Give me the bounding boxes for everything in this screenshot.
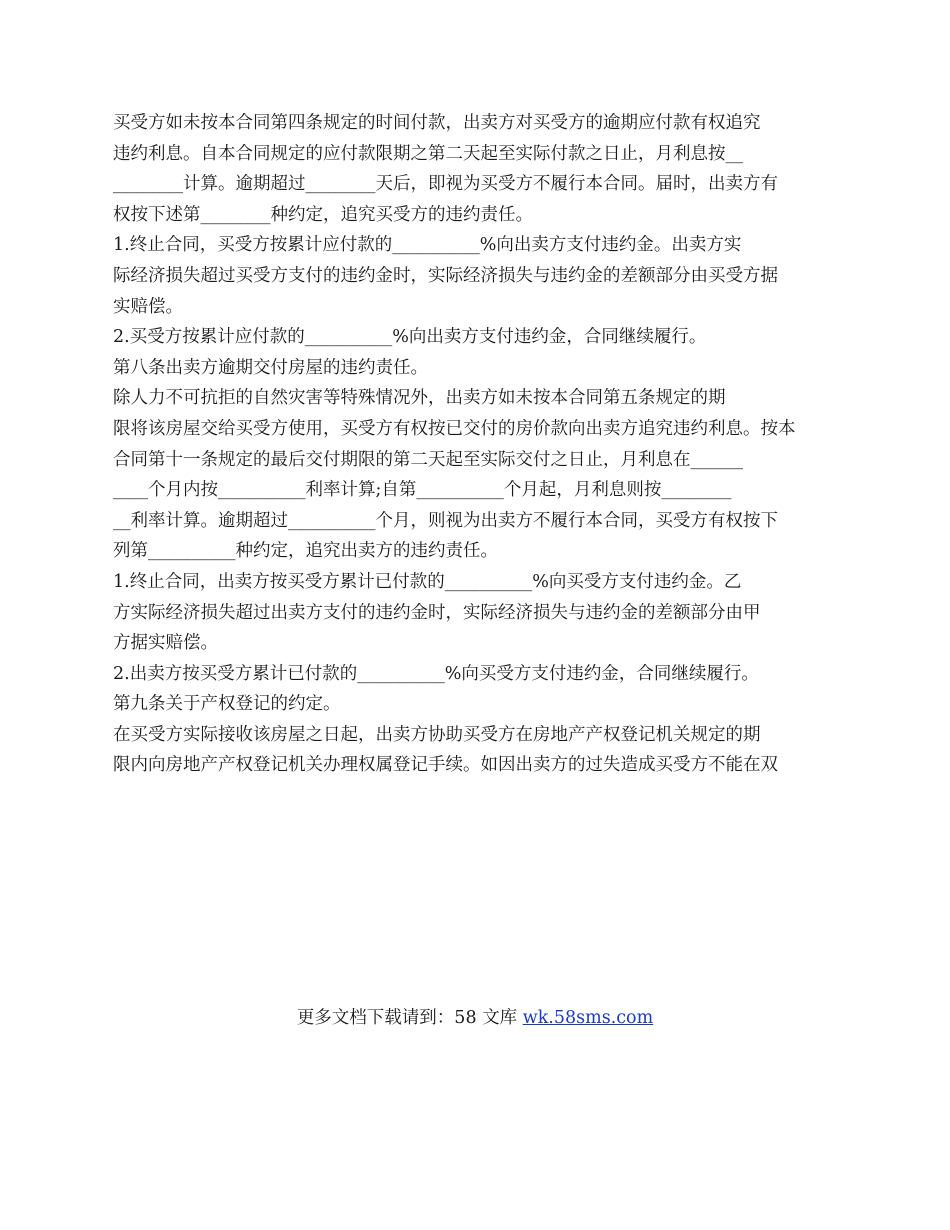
page-footer [0,1006,950,1030]
text-line: 际经济损失超过买受方支付的违约金时，实际经济损失与违约金的差额部分由买受方据 [113,265,778,286]
text-line: 方据实赔偿。 [113,633,218,654]
text-line: ____个月内按__________利率计算;自第__________个月起，月利息则按________ [113,480,732,501]
text-line: 1.终止合同，出卖方按买受方累计已付款的__________%向买受方支付违约金。乙 [113,571,742,592]
text-line: 权按下述第________种约定，追究买受方的违约责任。 [113,204,533,225]
text-line: 2.买受方按累计应付款的__________%向出卖方支付违约金，合同继续履行。 [113,327,707,348]
text-line: 限内向房地产产权登记机关办理权属登记手续。如因出卖方的过失造成买受方不能在双 [113,755,778,776]
text-line: 列第__________种约定，追究出卖方的违约责任。 [113,541,498,562]
text-line: 在买受方实际接收该房屋之日起，出卖方协助买受方在房地产产权登记机关规定的期 [113,724,761,745]
document-body [113,108,853,781]
text-line: ________计算。逾期超过________天后，即视为买受方不履行本合同。届时，出卖方有 [113,174,778,195]
text-line: 除人力不可抗拒的自然灾害等特殊情况外，出卖方如未按本合同第五条规定的期 [113,388,726,409]
text-line: 限将该房屋交给买受方使用，买受方有权按已交付的房价款向出卖方追究违约利息。按本 [113,418,796,439]
text-line: 违约利息。自本合同规定的应付款限期之第二天起至实际付款之日止，月利息按__ [113,143,743,164]
text-line: 实赔偿。 [113,296,183,317]
text-line: 合同第十一条规定的最后交付期限的第二天起至实际交付之日止，月利息在______ [113,449,743,470]
text-line: 方实际经济损失超过出卖方支付的违约金时，实际经济损失与违约金的差额部分由甲 [113,602,761,623]
footer-link[interactable]: wk.58sms.com [522,1008,654,1028]
text-line: 2.出卖方按买受方累计已付款的__________%向买受方支付违约金，合同继续履行。 [113,663,759,684]
text-line: 1.终止合同，买受方按累计应付款的__________%向出卖方支付违约金。出卖方实 [113,235,742,256]
footer-text: 更多文档下载请到：58 文库 [296,1008,523,1028]
section-heading-article-8: 第八条出卖方逾期交付房屋的违约责任。 [113,357,428,378]
text-line: __利率计算。逾期超过__________个月，则视为出卖方不履行本合同，买受方有权按下 [113,510,778,531]
section-heading-article-9: 第九条关于产权登记的约定。 [113,694,341,715]
text-line: 买受方如未按本合同第四条规定的时间付款，出卖方对买受方的逾期应付款有权追究 [113,113,761,133]
